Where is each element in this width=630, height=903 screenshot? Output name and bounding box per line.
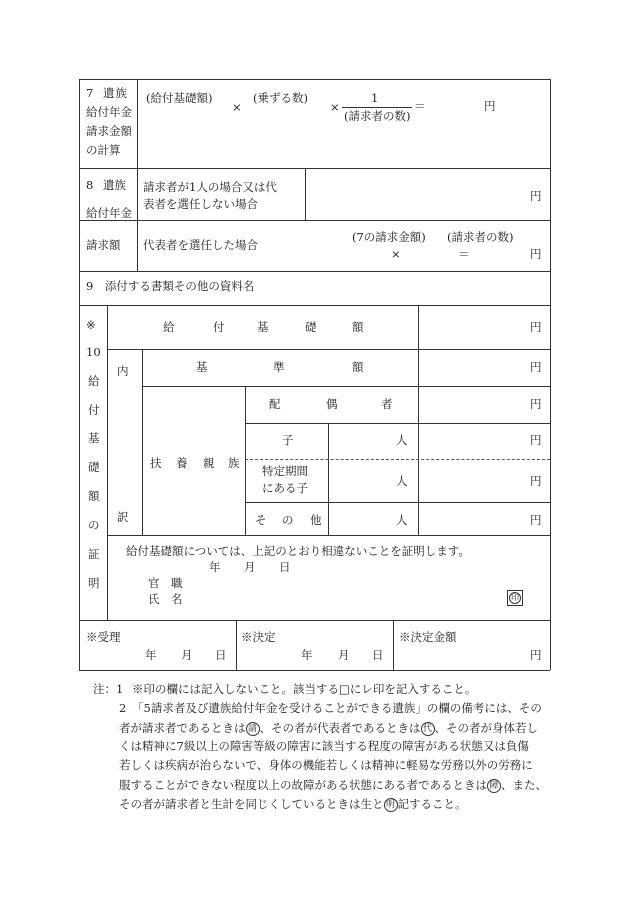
tokutei-1: 特定期間 xyxy=(262,464,308,478)
cert-year: 年 xyxy=(209,560,221,574)
note2-head: 2 xyxy=(119,701,127,715)
kyufu-0: 給 xyxy=(163,320,175,334)
circle-sei-mark: 請 xyxy=(246,722,260,736)
note2-line6-a: その者が請求者と生計を同じくしているときは生と xyxy=(119,797,384,811)
note2-line2-c: 、その者が身体若し xyxy=(434,721,538,735)
kyufu-2: 基 xyxy=(257,320,269,334)
kijun-0: 基 xyxy=(196,360,208,374)
note2-line3: くは精神に7級以上の障害等級の障害に該当する程度の障害がある状態又は負傷 xyxy=(119,739,529,753)
sonota-1: の xyxy=(282,513,294,527)
uchi: 内 xyxy=(117,364,129,378)
juri-month: 月 xyxy=(181,648,193,662)
shimei-1: 名 xyxy=(171,592,183,606)
s7-yen: 円 xyxy=(484,99,496,113)
s8-label-3: 請求額 xyxy=(86,238,121,252)
ko-nin: 人 xyxy=(396,433,408,447)
circle-mei-mark: 明 xyxy=(384,798,398,812)
s10-label-6: 額 xyxy=(88,489,100,503)
fuyo-3: 族 xyxy=(228,456,240,470)
note2-line5-a: 服することができない程度以上の故障がある状態にある者であるときは xyxy=(119,778,487,792)
s10-label-0: ※ xyxy=(86,318,96,332)
s7-label-num: 7 xyxy=(86,86,94,100)
note1-head: 注：1 xyxy=(93,682,124,696)
fuyo-1: 養 xyxy=(176,456,188,470)
s7-base: (給付基礎額) xyxy=(146,91,213,105)
note2-line4: 若しくは疾病が治らないで、身体の機能若しくは精神に軽易な労務以外の労務に xyxy=(119,758,533,772)
s10-label-8: 証 xyxy=(88,547,100,561)
cert-day: 日 xyxy=(279,560,291,574)
note2-line1: 「5請求者及び遺族給付年金を受けることができる遺族」の欄の備考には、その xyxy=(132,701,542,715)
kettei-label: ※決定 xyxy=(241,630,276,644)
s8-row2-eq: ＝ xyxy=(458,247,470,261)
s8-label-2: 給付年金 xyxy=(86,206,132,220)
s10-label-1: 10 xyxy=(86,345,101,359)
sonota-yen: 円 xyxy=(530,513,542,527)
note2-line2 xyxy=(119,722,538,736)
note2-line5 xyxy=(119,779,547,793)
s8-row2-h2: (請求者の数) xyxy=(447,230,514,244)
kettei-year: 年 xyxy=(301,648,313,662)
kijun-2: 額 xyxy=(352,360,364,374)
s8-row2: 代表者を選任した場合 xyxy=(143,238,258,252)
note2-line6-b: 記すること。 xyxy=(397,797,467,811)
juri-year: 年 xyxy=(145,648,157,662)
kettei-month: 月 xyxy=(338,648,350,662)
ko: 子 xyxy=(282,433,294,447)
seal-mark: 印 xyxy=(511,592,519,602)
kettei-day: 日 xyxy=(372,648,384,662)
kijun-yen: 円 xyxy=(530,360,542,374)
s7-times2: × xyxy=(330,100,340,114)
kijun-1: 準 xyxy=(273,360,285,374)
s10-label-5: 礎 xyxy=(88,460,100,474)
s8-label-1: 遺族 xyxy=(103,178,126,192)
s7-times1: × xyxy=(232,100,242,114)
s7-label-2: 給付年金 xyxy=(86,105,132,119)
s10-label-3: 付 xyxy=(88,403,100,417)
cert-month: 月 xyxy=(244,560,256,574)
s10-label-9: 明 xyxy=(88,576,100,590)
kyufu-4: 額 xyxy=(352,320,364,334)
shimei-0: 氏 xyxy=(148,592,160,606)
s9-label: 9 添付する書類その他の資料名 xyxy=(86,279,255,293)
s8-label-num: 8 xyxy=(86,178,94,192)
note2-line2-b: 、その者が代表者であるときは xyxy=(259,721,421,735)
tokutei-yen: 円 xyxy=(530,474,542,488)
kingaku-label: ※決定金額 xyxy=(399,630,457,644)
juri-day: 日 xyxy=(215,648,227,662)
note2-line2-a: 者が請求者であるときは xyxy=(119,721,246,735)
kanshoku-1: 職 xyxy=(171,576,183,590)
haigu-yen: 円 xyxy=(530,397,542,411)
s8-row2-yen: 円 xyxy=(530,247,542,261)
haigu-1: 偶 xyxy=(326,397,338,411)
s8-row1-line2: 表者を選任しない場合 xyxy=(143,197,258,211)
note2-line5-b: 、また、 xyxy=(501,778,547,792)
tokutei-nin: 人 xyxy=(396,474,408,488)
haigu-2: 者 xyxy=(381,397,393,411)
wake: 訳 xyxy=(117,510,129,524)
fuyo-0: 扶 xyxy=(150,456,162,470)
tokutei-2: にある子 xyxy=(262,481,308,495)
s7-label-1: 遺族 xyxy=(103,86,128,100)
s7-denominator: (請求者の数) xyxy=(344,109,411,123)
kyufu-1: 付 xyxy=(213,320,225,334)
haigu-0: 配 xyxy=(269,397,281,411)
fuyo-2: 親 xyxy=(203,456,215,470)
s8-row1-line1: 請求者が1人の場合又は代 xyxy=(143,180,277,194)
s8-row1-yen: 円 xyxy=(530,189,542,203)
s10-label-7: の xyxy=(88,518,100,532)
juri-label: ※受理 xyxy=(86,630,121,644)
kyufu-yen: 円 xyxy=(530,320,542,334)
seal-box xyxy=(507,590,523,606)
s7-equals: ＝ xyxy=(414,99,426,113)
sonota-2: 他 xyxy=(310,513,322,527)
s10-label-2: 給 xyxy=(88,374,100,388)
sonota-nin: 人 xyxy=(396,513,408,527)
note2-line6 xyxy=(119,798,467,812)
kyufu-3: 礎 xyxy=(305,320,317,334)
cert-text: 給付基礎額については、上記のとおり相違ないことを証明します。 xyxy=(126,544,470,558)
note1-text: ※印の欄には記入しないこと。該当する□にレ印を記入すること。 xyxy=(132,682,477,696)
s7-label-4: の計算 xyxy=(86,143,121,157)
circle-sho-mark: 障 xyxy=(487,779,501,793)
circle-dai-mark: 代 xyxy=(421,722,435,736)
ko-yen: 円 xyxy=(530,433,542,447)
s8-row2-h1: (7の請求金額) xyxy=(352,230,426,244)
kanshoku-0: 官 xyxy=(148,576,160,590)
s7-label-3: 請求金額 xyxy=(86,124,132,138)
s10-label-4: 基 xyxy=(88,431,100,445)
s8-row2-times: × xyxy=(391,247,401,261)
sonota-0: そ xyxy=(255,513,267,527)
kingaku-yen: 円 xyxy=(530,648,542,662)
s7-numerator: 1 xyxy=(371,91,379,105)
s7-rate: (乗ずる数) xyxy=(253,91,308,105)
